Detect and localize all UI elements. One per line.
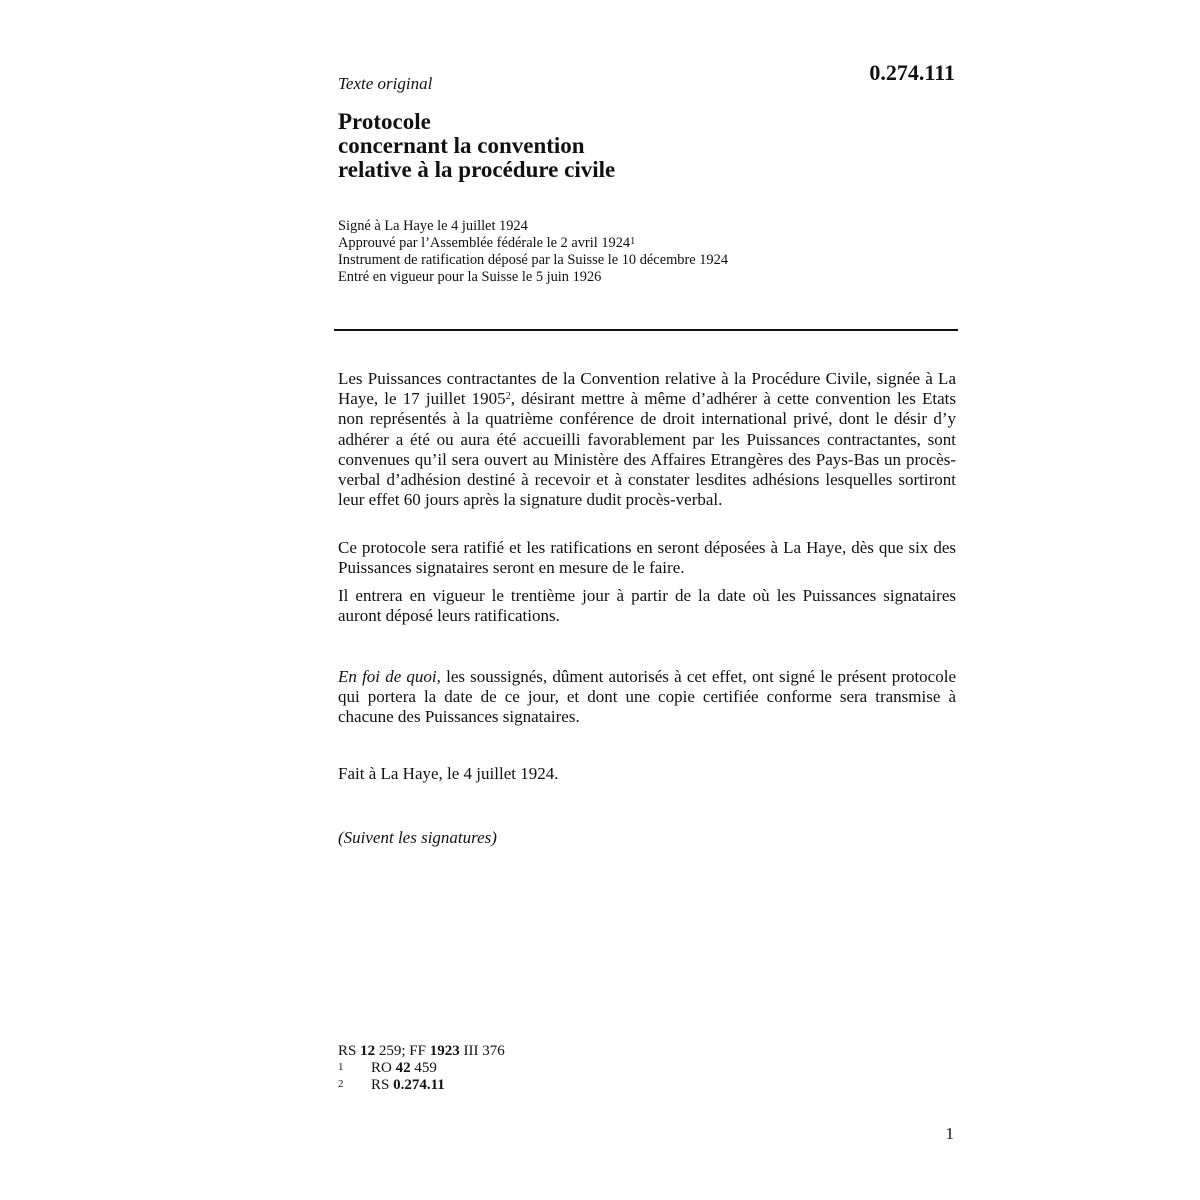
fn2-number: 0.274.11 xyxy=(393,1077,445,1093)
in-force-line: Entré en vigueur pour la Suisse le 5 juin 1926 xyxy=(338,269,602,285)
fn1-prefix: RO xyxy=(371,1060,396,1076)
footnote-2 xyxy=(338,1077,505,1094)
paragraph-entry-into-force: Il entrera en vigueur le trentième jour à partir de la date où les Puissances signataires auront déposé leurs ratifications. xyxy=(338,586,956,626)
approved-text: Approuvé par l’Assemblée fédérale le 2 avril 1924 xyxy=(338,235,631,251)
document-title xyxy=(338,110,615,182)
footnote-2-number: 2 xyxy=(338,1078,344,1090)
title-line-1: Protocole xyxy=(338,109,431,134)
title-line-2: concernant la convention xyxy=(338,133,585,158)
in-witness-italic: En foi de quoi, xyxy=(338,667,441,686)
signed-line: Signé à La Haye le 4 juillet 1924 xyxy=(338,218,528,234)
original-text-label: Texte original xyxy=(338,74,433,93)
paragraph-in-witness xyxy=(338,667,956,728)
ref-rs-prefix: RS xyxy=(338,1043,361,1059)
preamble-part-a: Les Puissances contractantes de la Convention relative à la Procédure Civile, signée à La Haye, le 17 juillet 1905 xyxy=(338,369,956,409)
paragraph-signatures: (Suivent les signatures) xyxy=(338,828,497,847)
title-line-3: relative à la procédure civile xyxy=(338,157,616,182)
footnote-1 xyxy=(338,1060,505,1077)
preamble-part-b: , désirant mettre à même d’adhérer à cette convention les Etats non représentés à la quatrième conférence de droit international privé, dont le désir d’y adhérer a été ou aura été accueilli favorablement par les Puissances contractantes, sont convenues qu’il sera ouvert au Ministère des Affaires Etrangères des Pays-Bas un procès-verbal d’adhésion destiné à recevoir et à constater lesdites adhésions lesquelles sortiront leur effet 60 jours après la signature dudit procès-verbal. xyxy=(338,389,956,510)
ref-ff-page: III 376 xyxy=(459,1043,505,1059)
fn2-prefix: RS xyxy=(371,1077,394,1093)
horizontal-rule xyxy=(334,329,958,331)
in-witness-text: les soussignés, dûment autorisés à cet effet, ont signé le présent protocole qui portera la date de ce jour, et dont une copie certifiée conforme sera transmise à chacune des Puissances signataires. xyxy=(338,667,956,727)
approved-line xyxy=(338,235,728,252)
paragraph-ratification: Ce protocole sera ratifié et les ratifications en seront déposées à La Haye, dès que six des Puissances signataires seront en mesure de le faire. xyxy=(338,538,956,578)
ref-rs-volume: 12 xyxy=(360,1043,376,1059)
footnote-2-text xyxy=(371,1077,445,1094)
document-metadata xyxy=(338,218,728,286)
paragraph-preamble xyxy=(338,369,956,510)
ref-ff-year: 1923 xyxy=(429,1043,460,1059)
sr-number: 0.274.111 xyxy=(869,60,955,85)
footnotes xyxy=(338,1043,505,1094)
footnote-1-number: 1 xyxy=(338,1061,344,1073)
ratification-line: Instrument de ratification déposé par la Suisse le 10 décembre 1924 xyxy=(338,252,729,268)
footnote-ref-1[interactable]: 1 xyxy=(630,236,636,247)
page-number: 1 xyxy=(945,1124,954,1143)
fn1-volume: 42 xyxy=(395,1060,411,1076)
ref-rs-page: 259; FF xyxy=(375,1043,430,1059)
footnote-1-text xyxy=(371,1060,437,1077)
footnote-ref-2[interactable]: 2 xyxy=(505,391,511,403)
fn1-page: 459 xyxy=(410,1060,437,1076)
paragraph-done-at: Fait à La Haye, le 4 juillet 1924. xyxy=(338,764,559,783)
reference-line xyxy=(338,1043,505,1060)
